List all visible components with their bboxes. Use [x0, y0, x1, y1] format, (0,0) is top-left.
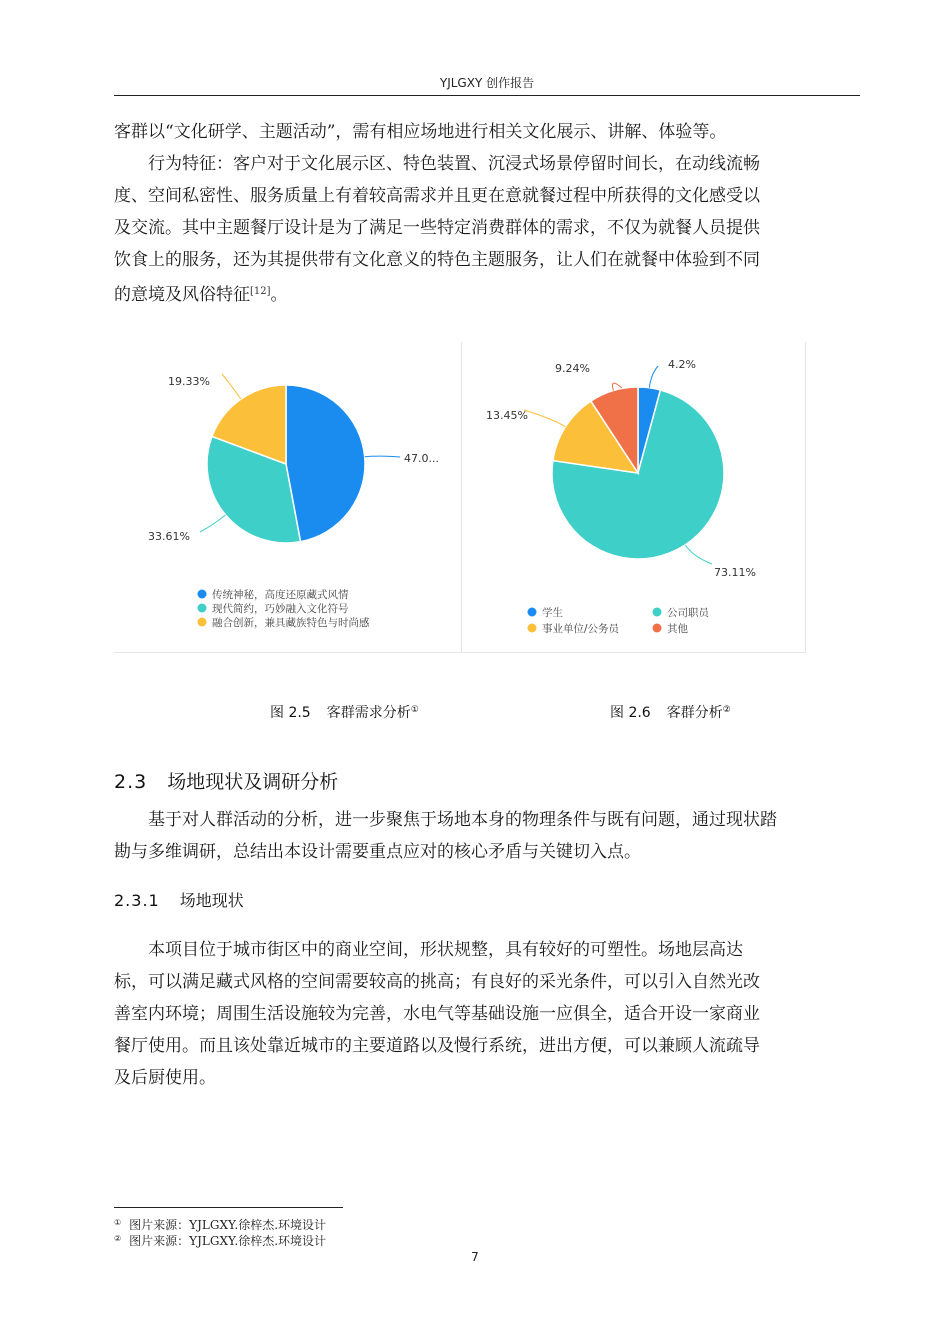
legend-label[interactable]: 其他	[667, 623, 688, 635]
subsection-number: 2.3.1	[114, 891, 160, 910]
legend-swatch	[653, 624, 662, 633]
legend-label[interactable]: 现代简约，巧妙融入文化符号	[212, 603, 349, 615]
footnote-2	[114, 1232, 326, 1249]
text-line: 行为特征：客户对于文化展示区、特色装置、沉浸式场景停留时间长，在动线流畅	[148, 154, 760, 174]
legend-label[interactable]: 传统神秘，高度还原藏式风情	[212, 589, 349, 601]
leader-line	[365, 456, 400, 457]
caption-number: 图 2.6	[610, 705, 651, 721]
data-label: 4.2%	[668, 358, 696, 371]
section-title: 场地现状及调研分析	[167, 771, 339, 793]
subsection-heading	[114, 888, 244, 911]
text-line: 客群以“文化研学、主题活动”，需有相应场地进行相关文化展示、讲解、体验等。	[114, 122, 727, 142]
legend-swatch	[198, 604, 207, 613]
leader-line	[200, 515, 226, 532]
legend-swatch	[528, 624, 537, 633]
text-line: 及交流。其中主题餐厅设计是为了满足一些特定消费群体的需求，不仅为就餐人员提供	[114, 218, 760, 238]
footnote-1	[114, 1216, 326, 1233]
legend-label[interactable]: 融合创新，兼具藏族特色与时尚感	[212, 617, 370, 629]
data-label: 19.33%	[168, 375, 210, 388]
leader-line	[685, 545, 712, 564]
footnote-text: 图片来源：YJLGXY.徐梓杰.环境设计	[129, 1218, 327, 1232]
paragraph-site-status	[114, 934, 860, 1094]
section-heading	[114, 767, 338, 794]
figure-customer-chart	[461, 342, 806, 653]
paragraph-intro	[114, 116, 860, 148]
text-line: 本项目位于城市街区中的商业空间，形状规整，具有较好的可塑性。场地层高达	[148, 940, 743, 960]
text-line: 及后厨使用。	[114, 1068, 216, 1088]
legend-label[interactable]: 公司职员	[667, 607, 709, 619]
legend-label[interactable]: 事业单位/公务员	[542, 623, 620, 635]
legend-swatch	[528, 608, 537, 617]
section-number: 2.3	[114, 771, 148, 793]
text-line: 善室内环境；周围生活设施较为完善，水电气等基础设施一应俱全，适合开设一家商业	[114, 1004, 760, 1024]
footnote-text: 图片来源：YJLGXY.徐梓杰.环境设计	[129, 1234, 327, 1248]
paragraph-analysis	[114, 804, 860, 868]
data-label: 9.24%	[555, 362, 590, 375]
data-label: 13.45%	[486, 409, 528, 422]
leader-line	[222, 374, 241, 399]
paragraph-behavior	[114, 148, 860, 311]
text-line: 度、空间私密性、服务质量上有着较高需求并且更在意就餐过程中所获得的文化感受以	[114, 186, 760, 206]
caption-number: 图 2.5	[270, 705, 311, 721]
text-line: 基于对人群活动的分析，进一步聚焦于场地本身的物理条件与既有问题，通过现状踏	[148, 810, 777, 830]
data-label: 47.0...	[404, 452, 439, 465]
data-label: 73.11%	[714, 566, 756, 579]
text-line-end: 。	[270, 285, 288, 305]
running-header: YJLGXY 创作报告	[439, 76, 535, 90]
caption-text: 客群需求分析	[326, 705, 411, 721]
text-line: 饮食上的服务，还为其提供带有文化意义的特色主题服务，让人们在就餐中体验到不同	[114, 250, 760, 270]
caption-footnote-mark: ②	[722, 705, 731, 715]
caption-text: 客群分析	[666, 705, 723, 721]
footnote-mark: ②	[114, 1234, 122, 1243]
caption-footnote-mark: ①	[410, 705, 419, 715]
legend-swatch	[198, 618, 207, 627]
figure-caption-2-5	[270, 702, 419, 722]
leader-line	[649, 366, 658, 388]
data-label: 33.61%	[148, 530, 190, 543]
citation-ref[interactable]: [12]	[250, 286, 271, 297]
pie-chart-demand	[114, 342, 461, 652]
text-line: 餐厅使用。而且该处靠近城市的主要道路以及慢行系统，进出方便，可以兼顾人流疏导	[114, 1036, 760, 1056]
legend-swatch	[653, 608, 662, 617]
page-number: 7	[471, 1250, 479, 1264]
header-rule	[114, 95, 860, 96]
text-line: 勘与多维调研，总结出本设计需要重点应对的核心矛盾与关键切入点。	[114, 842, 641, 862]
footnote-rule	[114, 1207, 343, 1208]
footnote-mark: ①	[114, 1218, 122, 1227]
pie-chart-customer	[462, 342, 805, 652]
legend-swatch	[198, 590, 207, 599]
figure-caption-2-6	[610, 702, 731, 722]
pie-slice[interactable]	[286, 385, 365, 542]
text-line: 标，可以满足藏式风格的空间需要较高的挑高；有良好的采光条件，可以引入自然光改	[114, 972, 760, 992]
legend-label[interactable]: 学生	[542, 607, 563, 619]
subsection-title: 场地现状	[179, 891, 244, 910]
leader-line	[524, 410, 565, 427]
text-line: 的意境及风俗特征	[114, 285, 250, 305]
figure-demand-chart	[114, 342, 461, 653]
